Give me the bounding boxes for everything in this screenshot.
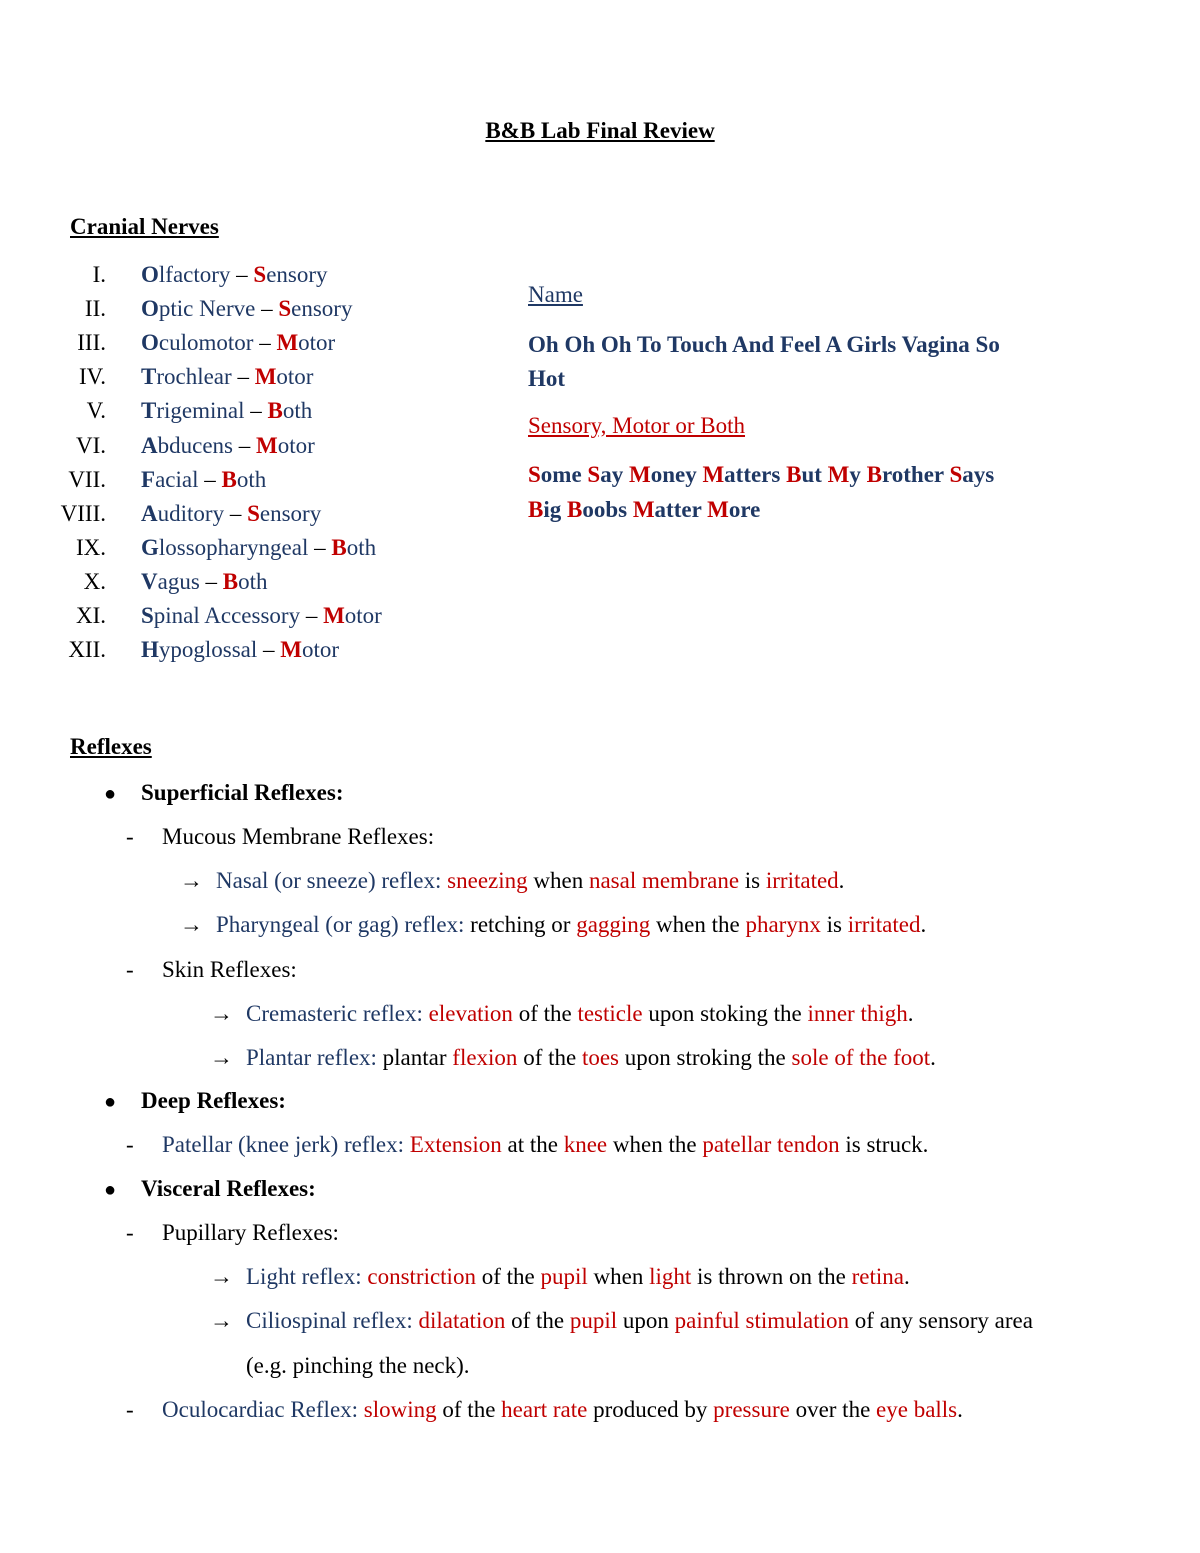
nerve-name: culomotor: [158, 330, 254, 356]
arrow-icon: →: [180, 912, 203, 937]
dash-icon: -: [126, 824, 134, 849]
mnemonic-word: h: [618, 332, 637, 357]
light-reflex-line: [246, 1264, 910, 1290]
text-run: at the: [501, 1132, 564, 1157]
mnemonic-initial: G: [846, 332, 865, 357]
mnemonic-initial: M: [707, 497, 729, 522]
mnemonic-word: ay: [600, 462, 629, 487]
separator: –: [198, 466, 222, 492]
reflex-name: Cremasteric reflex:: [246, 1001, 429, 1026]
mnemonic-initial: B: [566, 497, 583, 522]
text-run: of the: [436, 1397, 502, 1422]
key-term: pupil: [569, 1308, 618, 1333]
dash-icon: -: [126, 957, 134, 982]
nerve-initial: A: [141, 432, 158, 458]
nerve-type: oth: [236, 466, 267, 492]
nerve-name: lossopharyngeal: [158, 534, 309, 560]
nerve-name: rochlear: [156, 364, 232, 390]
mnemonic-name-line-1: [528, 328, 1000, 362]
separator: –: [224, 500, 248, 526]
text-run: is thrown on the: [691, 1264, 852, 1289]
nerve-type: oth: [282, 398, 313, 424]
plantar-reflex-line: [246, 1045, 936, 1071]
text-run: when: [587, 1264, 650, 1289]
nerve-type-initial: S: [278, 296, 292, 322]
key-term: retina: [851, 1264, 904, 1289]
patellar-reflex-line: [162, 1132, 928, 1158]
arrow-icon: →: [210, 1001, 233, 1026]
key-term: flexion: [452, 1045, 518, 1070]
key-term: heart rate: [501, 1397, 588, 1422]
mnemonic-initial: T: [636, 332, 651, 357]
mnemonic-word: ome: [540, 462, 588, 487]
mnemonic-word: y: [849, 462, 867, 487]
key-term: dilatation: [418, 1308, 506, 1333]
key-term: eye balls: [876, 1397, 958, 1422]
nerve-entry: [141, 364, 313, 390]
mnemonic-word: ut: [801, 462, 828, 487]
nerve-entry: [141, 296, 352, 322]
nerve-entry: [141, 262, 328, 288]
nerve-type: otor: [302, 637, 340, 663]
bullet-icon: ●: [104, 783, 117, 805]
nerve-number: XII.: [68, 637, 106, 663]
nerve-type-initial: B: [221, 466, 237, 492]
key-term: elevation: [428, 1001, 513, 1026]
nerve-type-initial: S: [253, 262, 267, 287]
text-run: of the: [517, 1045, 582, 1070]
nerve-entry: [141, 569, 268, 595]
nerve-type-initial: M: [276, 330, 299, 356]
nerve-entry: [141, 467, 266, 493]
nerve-type: oth: [346, 534, 377, 560]
reflex-name: Light reflex:: [246, 1264, 368, 1289]
nerve-number: IX.: [75, 534, 106, 560]
reflex-name: Nasal (or sneeze) reflex:: [216, 868, 448, 893]
mnemonic-initial: F: [779, 332, 795, 357]
nerve-type-initial: M: [323, 603, 345, 628]
nerve-number: V.: [86, 398, 106, 424]
key-term: constriction: [367, 1264, 476, 1289]
key-term: gagging: [576, 912, 651, 937]
mnemonic-initial: A: [732, 332, 749, 357]
nerve-type-initial: M: [256, 432, 278, 458]
nerve-entry: [141, 398, 312, 424]
nerve-number: II.: [84, 296, 106, 322]
nerve-name: rigeminal: [156, 398, 245, 424]
separator: –: [230, 262, 254, 287]
nerve-number: VIII.: [60, 500, 106, 526]
nerve-number: III.: [77, 330, 106, 356]
nerve-initial: A: [141, 500, 158, 526]
nerve-type-initial: B: [331, 534, 347, 560]
text-run: of any sensory area: [849, 1308, 1033, 1333]
nerve-name: pinal Accessory: [153, 603, 301, 628]
mnemonic-initial: S: [528, 462, 541, 487]
mnemonic-word: agina: [916, 332, 976, 357]
page-title: B&B Lab Final Review: [485, 118, 715, 143]
nerve-initial: T: [141, 364, 157, 390]
key-term: Extension: [409, 1132, 502, 1157]
key-term: testicle: [577, 1001, 643, 1026]
nerve-type: ensory: [259, 500, 322, 526]
text-run: plantar: [382, 1045, 453, 1070]
nerve-type-initial: S: [247, 500, 260, 526]
mnemonic-initial: O: [600, 332, 619, 357]
mnemonic-word: o: [988, 332, 1000, 357]
nerve-type: otor: [298, 330, 336, 356]
deep-reflexes-heading: Deep Reflexes:: [141, 1088, 286, 1113]
nerve-type: otor: [276, 364, 314, 390]
mnemonic-initial: B: [786, 462, 802, 487]
key-term: inner thigh: [807, 1001, 908, 1026]
nerve-initial: H: [141, 637, 159, 663]
mnemonic-word: h: [582, 332, 601, 357]
text-run: .: [903, 1264, 910, 1289]
mnemonic-initial: S: [949, 462, 963, 487]
key-term: pupil: [540, 1264, 588, 1289]
nerve-number: VI.: [75, 432, 106, 458]
mnemonic-initial: S: [975, 332, 989, 357]
mnemonic-initial: O: [564, 332, 583, 357]
nerve-initial: T: [141, 398, 157, 424]
nerve-type-initial: B: [267, 398, 283, 424]
nerve-number: I.: [92, 262, 106, 287]
mnemonic-word: rother: [881, 462, 950, 487]
mnemonic-word: ot: [545, 366, 566, 391]
key-term: slowing: [363, 1397, 437, 1422]
arrow-icon: →: [210, 1308, 233, 1333]
text-run: .: [907, 1001, 914, 1026]
reflex-name: Patellar (knee jerk) reflex:: [162, 1132, 410, 1157]
reflexes-heading: Reflexes: [70, 734, 152, 759]
mnemonic-initial: S: [587, 462, 601, 487]
key-term: irritated: [847, 912, 921, 937]
nerve-number: IV.: [78, 364, 106, 390]
pupillary-reflexes-heading: Pupillary Reflexes:: [162, 1220, 339, 1245]
oculocardiac-reflex-line: [162, 1397, 963, 1423]
nerve-type: otor: [344, 603, 382, 628]
nerve-entry: [141, 637, 339, 663]
mnemonic-word: atters: [724, 462, 787, 487]
text-run: .: [957, 1397, 963, 1422]
cremasteric-reflex-line: [246, 1001, 913, 1027]
key-term: patellar tendon: [702, 1132, 840, 1157]
superficial-reflexes-heading: Superficial Reflexes:: [141, 780, 344, 805]
mnemonic-name-line-2: [528, 362, 565, 396]
visceral-reflexes-heading: Visceral Reflexes:: [141, 1176, 316, 1201]
mnemonic-word: irls: [864, 332, 902, 357]
mnemonic-initial: O: [528, 332, 546, 357]
text-run: of the: [512, 1001, 578, 1026]
text-run: when the: [650, 912, 746, 937]
reflex-name: Plantar reflex:: [246, 1045, 383, 1070]
text-run: .: [920, 912, 927, 937]
pharyngeal-reflex-line: [216, 912, 926, 938]
mnemonic-word: eel: [794, 332, 826, 357]
mnemonic-initial: M: [702, 462, 725, 487]
ciliospinal-reflex-line: [246, 1308, 1033, 1334]
nerve-name: uditory: [157, 500, 225, 526]
nerve-initial: S: [141, 603, 154, 628]
reflex-name: Pharyngeal (or gag) reflex:: [216, 912, 471, 937]
separator: –: [300, 603, 324, 628]
mnemonic-initial: A: [825, 332, 841, 357]
dash-icon: -: [126, 1397, 134, 1422]
mnemonic-word: oney: [650, 462, 703, 487]
key-term: knee: [563, 1132, 608, 1157]
dash-icon: -: [126, 1132, 134, 1157]
nerve-entry: [141, 501, 321, 527]
mnemonic-initial: T: [666, 332, 681, 357]
nerve-initial: F: [141, 466, 156, 492]
separator: –: [199, 568, 223, 594]
nerve-type-initial: M: [280, 637, 302, 663]
mnemonic-initial: B: [528, 497, 544, 522]
nerve-initial: V: [141, 568, 158, 594]
cranial-nerves-heading: Cranial Nerves: [70, 214, 219, 239]
nerve-number: XI.: [75, 603, 106, 628]
mnemonic-type-label: Sensory, Motor or Both: [528, 413, 746, 438]
text-run: upon stoking the: [642, 1001, 808, 1026]
nerve-type-initial: M: [254, 364, 277, 390]
text-run: .: [838, 868, 845, 893]
nerve-name: agus: [157, 568, 200, 594]
bullet-icon: ●: [104, 1091, 117, 1113]
text-run: retching or: [470, 912, 577, 937]
key-term: pressure: [713, 1397, 790, 1422]
nerve-initial: G: [141, 534, 159, 560]
mnemonic-word: h: [545, 332, 565, 357]
ciliospinal-reflex-continuation: (e.g. pinching the neck).: [246, 1353, 470, 1378]
mnemonic-initial: B: [866, 462, 882, 487]
arrow-icon: →: [210, 1045, 233, 1070]
mnemonic-word: atter: [654, 497, 708, 522]
separator: –: [233, 432, 256, 458]
key-term: sole of the foot: [791, 1045, 931, 1070]
mnemonic-word: o: [650, 332, 667, 357]
mucous-membrane-heading: Mucous Membrane Reflexes:: [162, 824, 435, 849]
reflex-name: Oculocardiac Reflex:: [162, 1397, 364, 1422]
text-run: is: [739, 868, 766, 893]
key-term: sneezing: [447, 868, 528, 893]
nerve-initial: O: [141, 262, 159, 287]
text-run: upon: [617, 1308, 675, 1333]
separator: –: [257, 637, 281, 663]
separator: –: [231, 364, 255, 390]
mnemonic-initial: M: [632, 497, 655, 522]
mnemonic-word: ays: [962, 462, 995, 487]
text-run: of the: [475, 1264, 541, 1289]
nerve-name: ptic Nerve: [158, 296, 256, 322]
separator: –: [253, 330, 277, 356]
mnemonic-initial: M: [628, 462, 651, 487]
text-run: over the: [789, 1397, 877, 1422]
nerve-type: otor: [277, 432, 315, 458]
skin-reflexes-heading: Skin Reflexes:: [162, 957, 297, 982]
key-term: toes: [581, 1045, 620, 1070]
nerve-initial: O: [141, 330, 159, 356]
nasal-reflex-line: [216, 868, 844, 894]
mnemonic-name-label: Name: [528, 282, 583, 307]
nerve-entry: [141, 330, 335, 356]
key-term: irritated: [765, 868, 839, 893]
nerve-name: acial: [155, 466, 199, 492]
text-run: .: [930, 1045, 936, 1070]
mnemonic-word: nd: [748, 332, 780, 357]
nerve-entry: [141, 535, 376, 561]
nerve-name: bducens: [157, 432, 233, 458]
mnemonic-word: ouch: [680, 332, 732, 357]
mnemonic-word: ore: [728, 497, 761, 522]
text-run: produced by: [587, 1397, 714, 1422]
nerve-entry: [141, 433, 315, 459]
dash-icon: -: [126, 1220, 134, 1245]
mnemonic-initial: M: [827, 462, 850, 487]
arrow-icon: →: [180, 868, 203, 893]
nerve-number: VII.: [68, 466, 106, 492]
mnemonic-word: ig: [543, 497, 567, 522]
text-run: when the: [607, 1132, 703, 1157]
bullet-icon: ●: [104, 1179, 117, 1201]
nerve-name: ypoglossal: [158, 637, 258, 663]
arrow-icon: →: [210, 1264, 233, 1289]
text-run: upon stroking the: [619, 1045, 792, 1070]
nerve-number: X.: [83, 568, 106, 594]
mnemonic-type-line-1: [528, 458, 994, 492]
text-run: when: [527, 868, 589, 893]
text-run: is struck.: [839, 1132, 929, 1157]
nerve-type: oth: [238, 568, 268, 594]
mnemonic-initial: V: [901, 332, 917, 357]
text-run: of the: [505, 1308, 570, 1333]
key-term: pharynx: [745, 912, 821, 937]
key-term: light: [649, 1264, 692, 1289]
key-term: nasal membrane: [588, 868, 740, 893]
nerve-name: lfactory: [158, 262, 231, 287]
key-term: painful stimulation: [674, 1308, 850, 1333]
nerve-type: ensory: [291, 296, 353, 322]
mnemonic-word: oobs: [582, 497, 633, 522]
nerve-type: ensory: [266, 262, 328, 287]
mnemonic-initial: H: [528, 366, 546, 391]
reflex-name: Ciliospinal reflex:: [246, 1308, 419, 1333]
separator: –: [244, 398, 268, 424]
nerve-entry: [141, 603, 382, 629]
separator: –: [308, 534, 332, 560]
nerve-type-initial: B: [222, 568, 239, 594]
text-run: is: [820, 912, 848, 937]
nerve-initial: O: [141, 296, 159, 322]
separator: –: [255, 296, 279, 322]
mnemonic-type-line-2: [528, 493, 760, 527]
